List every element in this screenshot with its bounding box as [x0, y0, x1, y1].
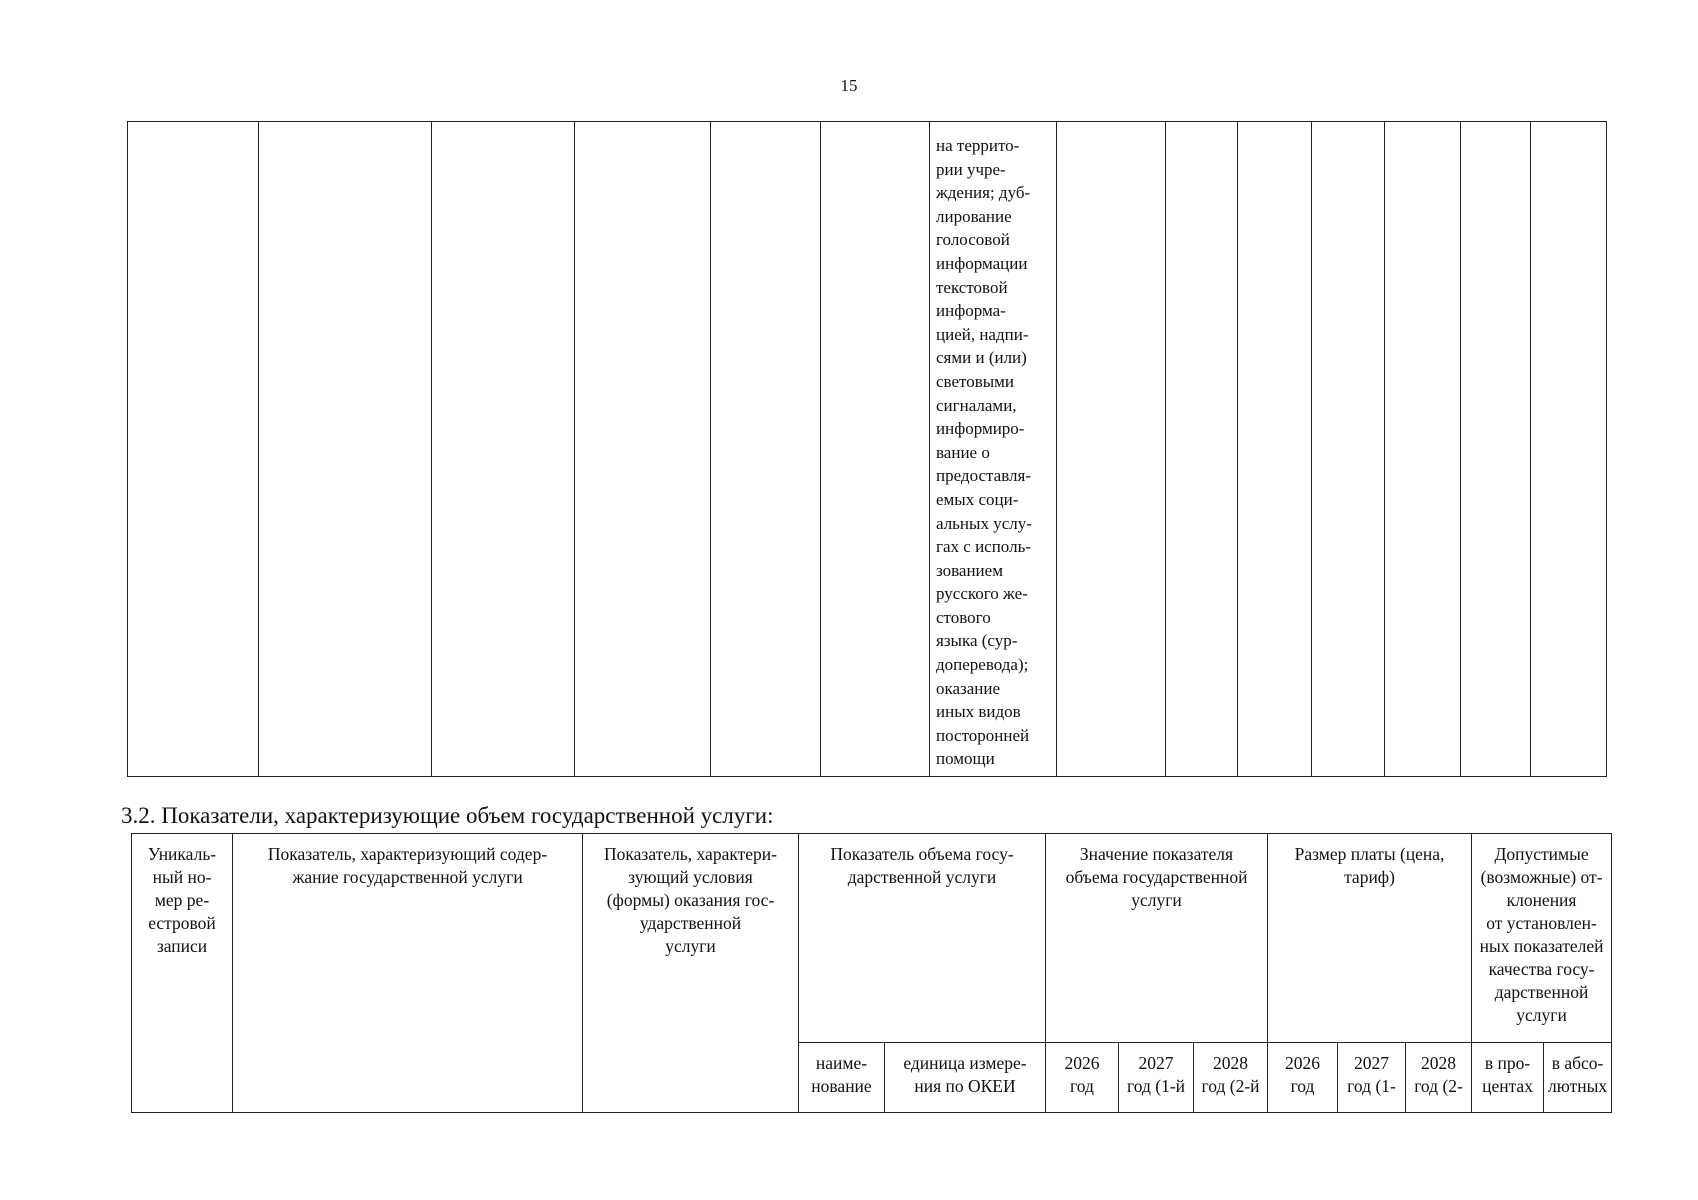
table-cell — [1057, 122, 1166, 777]
continuation-table — [127, 121, 1607, 777]
header-volume-value: Значение показателя объема государственной услуги — [1046, 834, 1268, 1043]
table-cell — [1238, 122, 1312, 777]
condition-text-cell: на террито- рии учре- ждения; дуб- лирование голосовой информации текстовой информа- цией, надпи- сями и (или) световыми сигналами, информиро- вание о предоставля- емых соци- альных услу- гах с исполь- зованием русского же- стового языка (сур- доперевода); оказание иных видов посторонней помощи — [930, 122, 1057, 777]
header-volume-indicator: Показатель объема госу- дарственной услуги — [799, 834, 1046, 1043]
header-fee: Размер платы (цена, тариф) — [1268, 834, 1472, 1043]
subheader-value-2026: 2026 год — [1046, 1043, 1119, 1113]
subheader-fee-2026: 2026 год — [1268, 1043, 1338, 1113]
header-deviations: Допустимые (возможные) от- клонения от установлен- ных показателей качества госу- дарственной услуги — [1472, 834, 1612, 1043]
table-cell — [1531, 122, 1607, 777]
subheader-percent: в про- центах — [1472, 1043, 1544, 1113]
subheader-absolute: в абсо- лютных — [1544, 1043, 1612, 1113]
section-title: 3.2. Показатели, характеризующие объем государственной услуги: — [121, 803, 774, 828]
table-cell — [821, 122, 930, 777]
header-content-indicator: Показатель, характеризующий содер- жание государственной услуги — [233, 834, 583, 1113]
subheader-fee-2028: 2028 год (2- — [1406, 1043, 1472, 1113]
table-cell — [1166, 122, 1238, 777]
table-cell — [575, 122, 711, 777]
table-cell — [259, 122, 432, 777]
subheader-name: наиме- нование — [799, 1043, 885, 1113]
page-number: 15 — [840, 76, 858, 95]
table-cell — [432, 122, 575, 777]
table-cell — [1385, 122, 1461, 777]
header-unique-number: Уникаль- ный но- мер ре- естровой записи — [132, 834, 233, 1113]
subheader-fee-2027: 2027 год (1- — [1338, 1043, 1406, 1113]
subheader-unit: единица измере- ния по ОКЕИ — [885, 1043, 1046, 1113]
table-cell — [1461, 122, 1531, 777]
table-cell — [1312, 122, 1385, 777]
table-cell — [128, 122, 259, 777]
header-conditions-indicator: Показатель, характери- зующий условия (формы) оказания гос- ударственной услуги — [583, 834, 799, 1113]
volume-indicators-table — [131, 833, 1612, 1113]
table-cell — [711, 122, 821, 777]
subheader-value-2028: 2028 год (2-й — [1194, 1043, 1268, 1113]
subheader-value-2027: 2027 год (1-й — [1119, 1043, 1194, 1113]
